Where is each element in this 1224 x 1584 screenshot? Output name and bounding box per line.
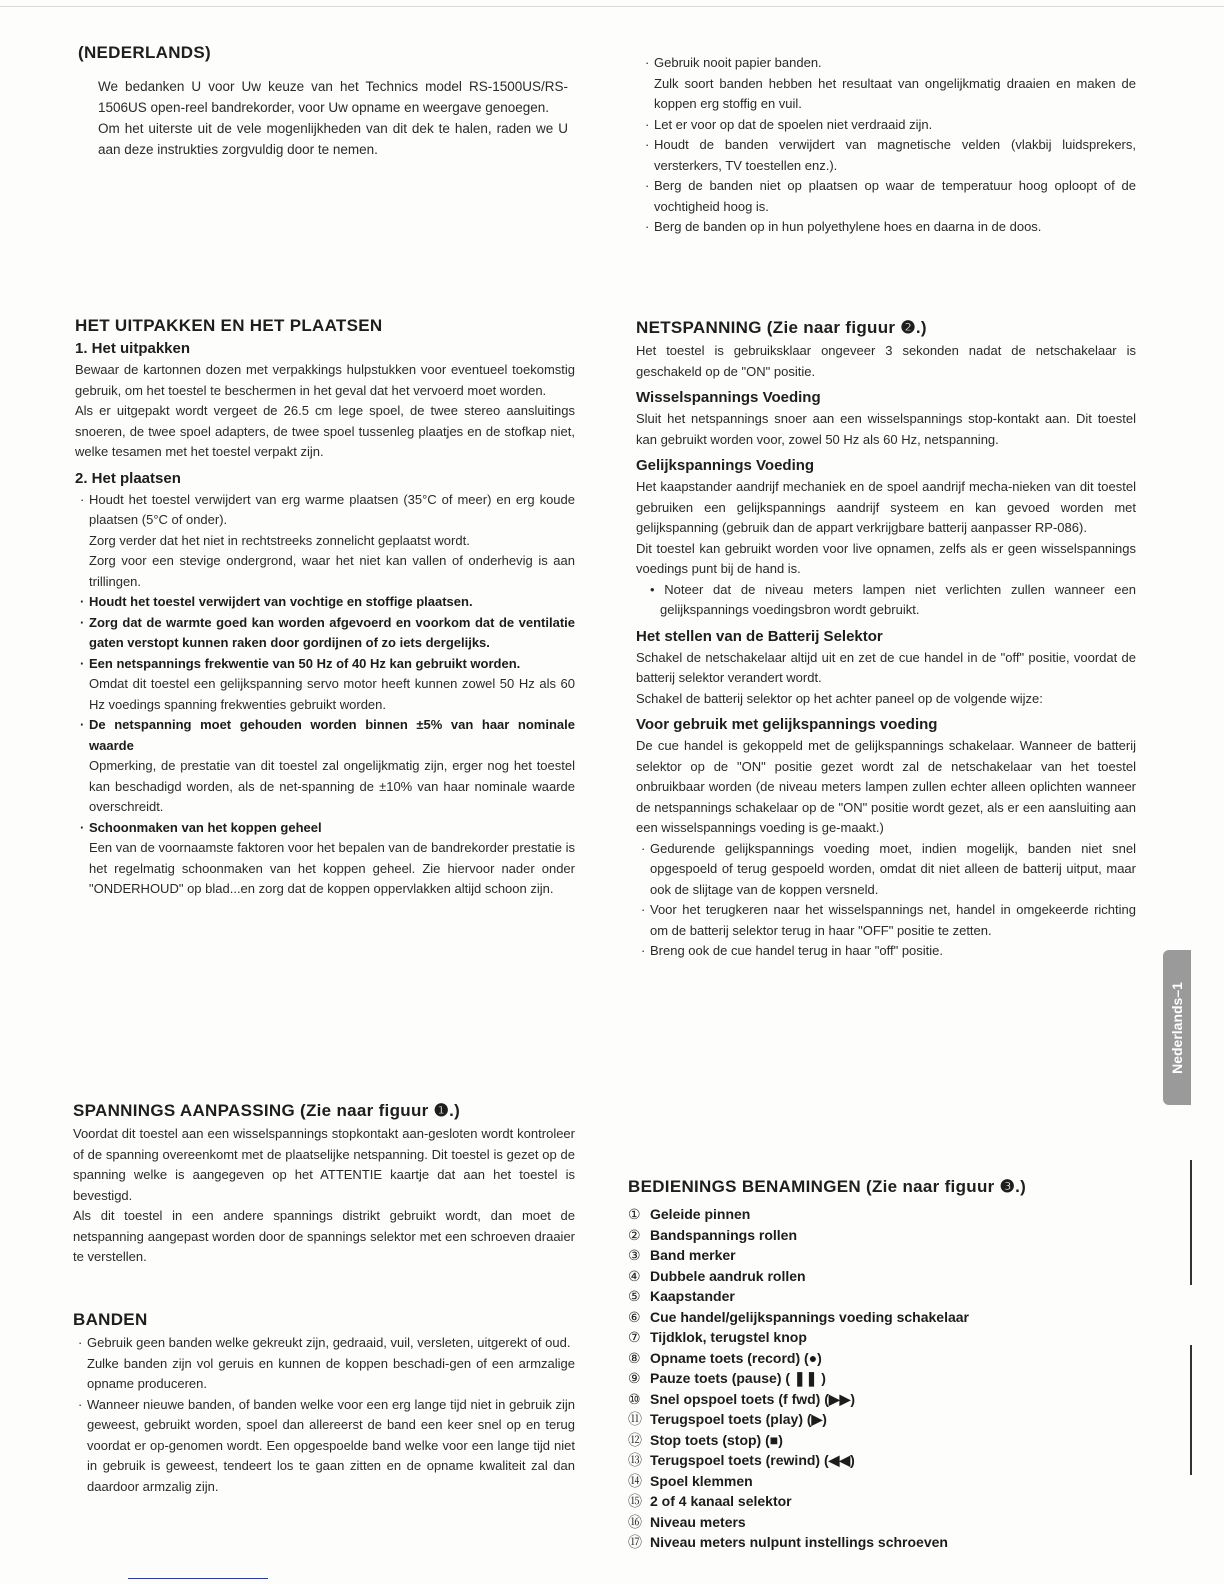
controls-section: [628, 1176, 1138, 1553]
control-label: Tijdklok, terugstel knop: [650, 1329, 807, 1345]
battery-text1: Schakel de netschakelaar altijd uit en zet de cue handel in de "off" positie, voordat de batterij selektor verandert wordt.: [636, 649, 1136, 685]
intro-section: [78, 42, 568, 160]
control-number: ⑦: [628, 1329, 641, 1345]
control-item: [628, 1491, 1138, 1512]
unpack-b4a: Omdat dit toestel een gelijkspanning servo motor heeft kunnen zowel 50 Hz als 60 Hz voedings spanning frekwenties gebruikt worden.: [89, 676, 575, 712]
control-number: ⑪: [628, 1411, 642, 1427]
control-item: [628, 1348, 1138, 1369]
control-label: Geleide pinnen: [650, 1206, 751, 1222]
voltage-p2: Als dit toestel in een andere spannings distrikt gebruikt wordt, dan moet de netspanning aangepast worden door de spannings selektor met een schroeven draaier te verstellen.: [73, 1208, 575, 1264]
control-label: Terugspoel toets (play) (▶): [650, 1411, 827, 1427]
tape-tip: · Let er voor op dat de spoelen niet verdraaid zijn.: [640, 115, 1136, 136]
unpack-b2: · Houdt het toestel verwijdert van vochtige en stoffige plaatsen.: [75, 592, 575, 613]
note-bullet: •: [650, 581, 665, 597]
unpack-sub2: 2. Het plaatsen: [75, 469, 181, 487]
control-number: ③: [628, 1247, 641, 1263]
dc-heading: Gelijkspannings Voeding: [636, 457, 815, 474]
control-label: Opname toets (record) (●): [650, 1349, 822, 1366]
battery-text2: Schakel de batterij selektor op het achter paneel op de volgende wijze:: [636, 690, 1043, 706]
dc-text1: Het kaapstander aandrijf mechaniek en de spoel aandrijf mecha-nieken van dit toestel gebruiken een gelijkspannings aandrijf systeem en kan gevoed worden met gelijkspanning (gebruik dan de appart verkrijgbare batterij aanpasser RP-086).: [636, 479, 1136, 535]
control-item: [628, 1286, 1138, 1307]
control-item: [628, 1245, 1138, 1266]
unpack-heading: HET UITPAKKEN EN HET PLAATSEN: [75, 316, 383, 335]
tape-tip: · Gebruik nooit papier banden. Zulk soort banden hebben het resultaat van ongelijkmatig draaien en maken de koppen erg stoffig en vuil.: [640, 53, 1136, 115]
control-item: [628, 1471, 1138, 1492]
control-item: [628, 1266, 1138, 1287]
dc-note: [636, 580, 1136, 621]
control-label: Dubbele aandruk rollen: [650, 1267, 806, 1284]
control-label: Stop toets (stop) (■): [650, 1431, 783, 1448]
control-number: ⑮: [628, 1493, 642, 1509]
tapes-b1: · Gebruik geen banden welke gekreukt zijn, gedraaid, vuil, versleten, uitgerekt of oud.: [73, 1333, 575, 1354]
control-item: [628, 1512, 1138, 1533]
control-item: [628, 1204, 1138, 1225]
unpack-b5a: Opmerking, de prestatie van dit toestel zal ongelijkmatig zijn, erger nog het toestel kan beschadigd worden, als de net-spanning de ±10% van haar nominale waarde overschreidt.: [89, 758, 575, 814]
battery-heading: Het stellen van de Batterij Selektor: [636, 627, 883, 645]
control-label: Bandspannings rollen: [650, 1226, 798, 1243]
intro-heading: (NEDERLANDS): [78, 43, 211, 62]
control-number: ⑥: [628, 1308, 641, 1325]
tapes-b1a: Zulke banden zijn vol geruis en kunnen de koppen beschadi-gen of een armzalige opname produceren.: [87, 1355, 575, 1391]
dc-note-text: Noteer dat de niveau meters lampen niet verlichten zullen wanneer een gelijkspannings voedingsbron wordt gebruikt.: [660, 581, 1136, 617]
control-item: [628, 1307, 1138, 1328]
control-label: Niveau meters: [650, 1513, 746, 1530]
controls-list: [628, 1204, 1138, 1553]
unpack-b5: · De netspanning moet gehouden worden binnen ±5% van haar nominale waarde: [75, 715, 575, 756]
control-number: ⑧: [628, 1349, 641, 1366]
control-label: Spoel klemmen: [650, 1472, 753, 1489]
control-item: [628, 1389, 1138, 1410]
control-number: ⑨: [628, 1370, 641, 1386]
unpack-b3: · Zorg dat de warmte goed kan worden afgevoerd en voorkom dat de ventilatie gaten verstopt kunnen raken door gordijnen of zo iets dergelijks.: [75, 613, 575, 654]
dc-use-text: De cue handel is gekoppeld met de gelijkspannings schakelaar. Wanneer de batterij selektor op de "ON" positie gezet wordt zal de netschakelaar van het toestel onbruikbaar worden (de niveau meters lampen zullen echter alleen oplichten wanneer de netspannings schakelaar op de "ON" positie wordt gezet, als er een aansluiting aan een wisselspannings voeding is ge-maakt.): [636, 738, 1136, 835]
power-heading: NETSPANNING (Zie naar figuur ❷.): [636, 318, 927, 337]
control-item: [628, 1409, 1138, 1430]
tape-tip: · Houdt de banden verwijdert van magnetische velden (vlakbij luidsprekers, versterkers, TV toestellen enz.).: [640, 135, 1136, 176]
control-label: 2 of 4 kanaal selektor: [650, 1493, 792, 1509]
control-number: ①: [628, 1206, 641, 1222]
unpack-b1: · Houdt het toestel verwijdert van erg warme plaatsen (35°C of meer) en erg koude plaatsen (5°C of onder).: [75, 490, 575, 531]
control-item: [628, 1368, 1138, 1389]
control-label: Band merker: [650, 1247, 736, 1263]
control-number: ⑬: [628, 1452, 642, 1468]
unpack-sub1: 1. Het uitpakken: [75, 340, 191, 357]
dc-use-b3: · Breng ook de cue handel terug in haar "off" positie.: [636, 941, 1136, 962]
control-item: [628, 1430, 1138, 1451]
section-tab-label: Nederlands–1: [1169, 981, 1185, 1074]
control-item: [628, 1327, 1138, 1348]
dc-use-heading: Voor gebruik met gelijkspannings voeding: [636, 716, 938, 733]
margin-bar-lower: [1190, 1345, 1192, 1475]
unpack-b4: · Een netspannings frekwentie van 50 Hz of 40 Hz kan gebruikt worden.: [75, 654, 575, 675]
control-number: ⑰: [628, 1534, 642, 1550]
unpack-p2: Als er uitgepakt wordt vergeet de 26.5 cm lege spoel, de twee stereo aansluitings snoeren, de twee spoel adapters, de twee spoel tussenleg plaatjes en de stofkap niet, welke tesamen met het toestel verpakt zijn.: [75, 403, 575, 459]
control-number: ⑯: [628, 1513, 642, 1530]
tapes-heading: BANDEN: [73, 1310, 148, 1329]
control-number: ⑩: [628, 1390, 641, 1407]
dc-use-b1: · Gedurende gelijkspannings voeding moet, indien mogelijk, banden niet snel opgespoeld of terug gespoeld worden, omdat dit niet alleen de batterij uitput, maar ook de slijtage van de koppen versneld.: [636, 839, 1136, 901]
control-number: ⑤: [628, 1288, 641, 1304]
control-number: ⑫: [628, 1431, 642, 1448]
control-label: Snel opspoel toets (f fwd) (▶▶): [650, 1390, 856, 1407]
controls-heading: BEDIENINGS BENAMINGEN (Zie naar figuur ❸.): [628, 1177, 1027, 1196]
control-number: ⑭: [628, 1472, 642, 1489]
tape-tip: · Berg de banden op in hun polyethylene hoes en daarna in de doos.: [640, 217, 1136, 238]
control-label: Niveau meters nulpunt instellings schroeven: [650, 1534, 948, 1550]
tapes-section: [73, 1309, 575, 1497]
ac-heading: Wisselspannings Voeding: [636, 389, 821, 406]
voltage-section: [73, 1100, 575, 1268]
control-item: [628, 1450, 1138, 1471]
intro-text: We bedanken U voor Uw keuze van het Technics model RS-1500US/RS-1506US open-reel bandrekorder, voor Uw opname en weergave genoegen. Om het uiterste uit de vele mogenlijkheden van dit dek te halen, raden we U aan deze instrukties zorgvuldig door te nemen.: [98, 79, 568, 157]
unpack-p1: Bewaar de kartonnen dozen met verpakkings hulpstukken voor eventueel toekomstig gebruik, om het toestel te beschermen in het geval dat het vervoerd moet worden.: [75, 362, 575, 398]
control-item: [628, 1532, 1138, 1553]
control-label: Pauze toets (pause) ( ❚❚ ): [650, 1370, 826, 1386]
section-tab: [1163, 950, 1191, 1105]
dc-text2: Dit toestel kan gebruikt worden voor live opnamen, zelfs als er geen wisselspannings voedings punt bij de hand is.: [636, 540, 1136, 576]
unpack-b1b: Zorg voor een stevige ondergrond, waar het niet kan vallen of onderhevig is aan trillingen.: [89, 553, 575, 589]
control-item: [628, 1225, 1138, 1246]
power-section: [636, 317, 1136, 962]
control-number: ②: [628, 1226, 641, 1243]
unpack-b6a: Een van de voornaamste faktoren voor het bepalen van de bandrekorder prestatie is het regelmatig schoonmaken van het koppen geheel. Zie hiervoor nader onder "ONDERHOUD" op blad...en zorg dat de koppen oppervlakken altijd schoon zijn.: [89, 840, 575, 896]
control-label: Kaapstander: [650, 1288, 735, 1304]
unpack-b1a: Zorg verder dat het niet in rechtstreeks zonnelicht geplaatst wordt.: [89, 532, 470, 548]
tape-tip: · Berg de banden niet op plaatsen op waar de temperatuur hoog oploopt of de vochtigheid hoog is.: [640, 176, 1136, 217]
control-label: Cue handel/gelijkspannings voeding schakelaar: [650, 1308, 969, 1325]
footer-underline: [128, 1578, 268, 1579]
power-p1: Het toestel is gebruiksklaar ongeveer 3 sekonden nadat de netschakelaar is geschakeld op de "ON" positie.: [636, 343, 1136, 379]
tape-tips-section: [640, 53, 1136, 238]
voltage-heading: SPANNINGS AANPASSING (Zie naar figuur ❶.): [73, 1101, 461, 1120]
control-number: ④: [628, 1267, 641, 1284]
control-label: Terugspoel toets (rewind) (◀◀): [650, 1452, 855, 1468]
ac-text: Sluit het netspannings snoer aan een wisselspannings stop-kontakt aan. Dit toestel kan gebruikt worden voor, zowel 50 Hz als 60 Hz, netspanning.: [636, 411, 1136, 447]
tapes-b2: · Wanneer nieuwe banden, of banden welke voor een erg lange tijd niet in gebruik zijn geweest, gebruikt worden, spoel dan allereerst de band een keer snel op en terug voordat er op-genomen wordt. Een opgespoelde band welke voor een lange tijd niet in gebruik is geweest, tendeert los te gaan zitten en de opname kwaliteit zal dan daardoor armzalig zijn.: [73, 1395, 575, 1498]
dc-use-b2: · Voor het terugkeren naar het wisselspannings net, handel in omgekeerde richting om de batterij selektor terug in haar "OFF" positie te zetten.: [636, 900, 1136, 941]
unpack-b6: · Schoonmaken van het koppen geheel: [75, 818, 575, 839]
top-border-line: [0, 6, 1224, 7]
unpack-section: [75, 315, 575, 900]
voltage-p1: Voordat dit toestel aan een wisselspannings stopkontakt aan-gesloten wordt kontroleer of de spanning overeenkomt met de plaatselijke netspanning. Dit toestel is gezet op de spanning welke is aangegeven op het ATTENTIE kaartje dat aan het toestel is bevestigd.: [73, 1126, 575, 1203]
margin-bar-upper: [1190, 1160, 1192, 1285]
